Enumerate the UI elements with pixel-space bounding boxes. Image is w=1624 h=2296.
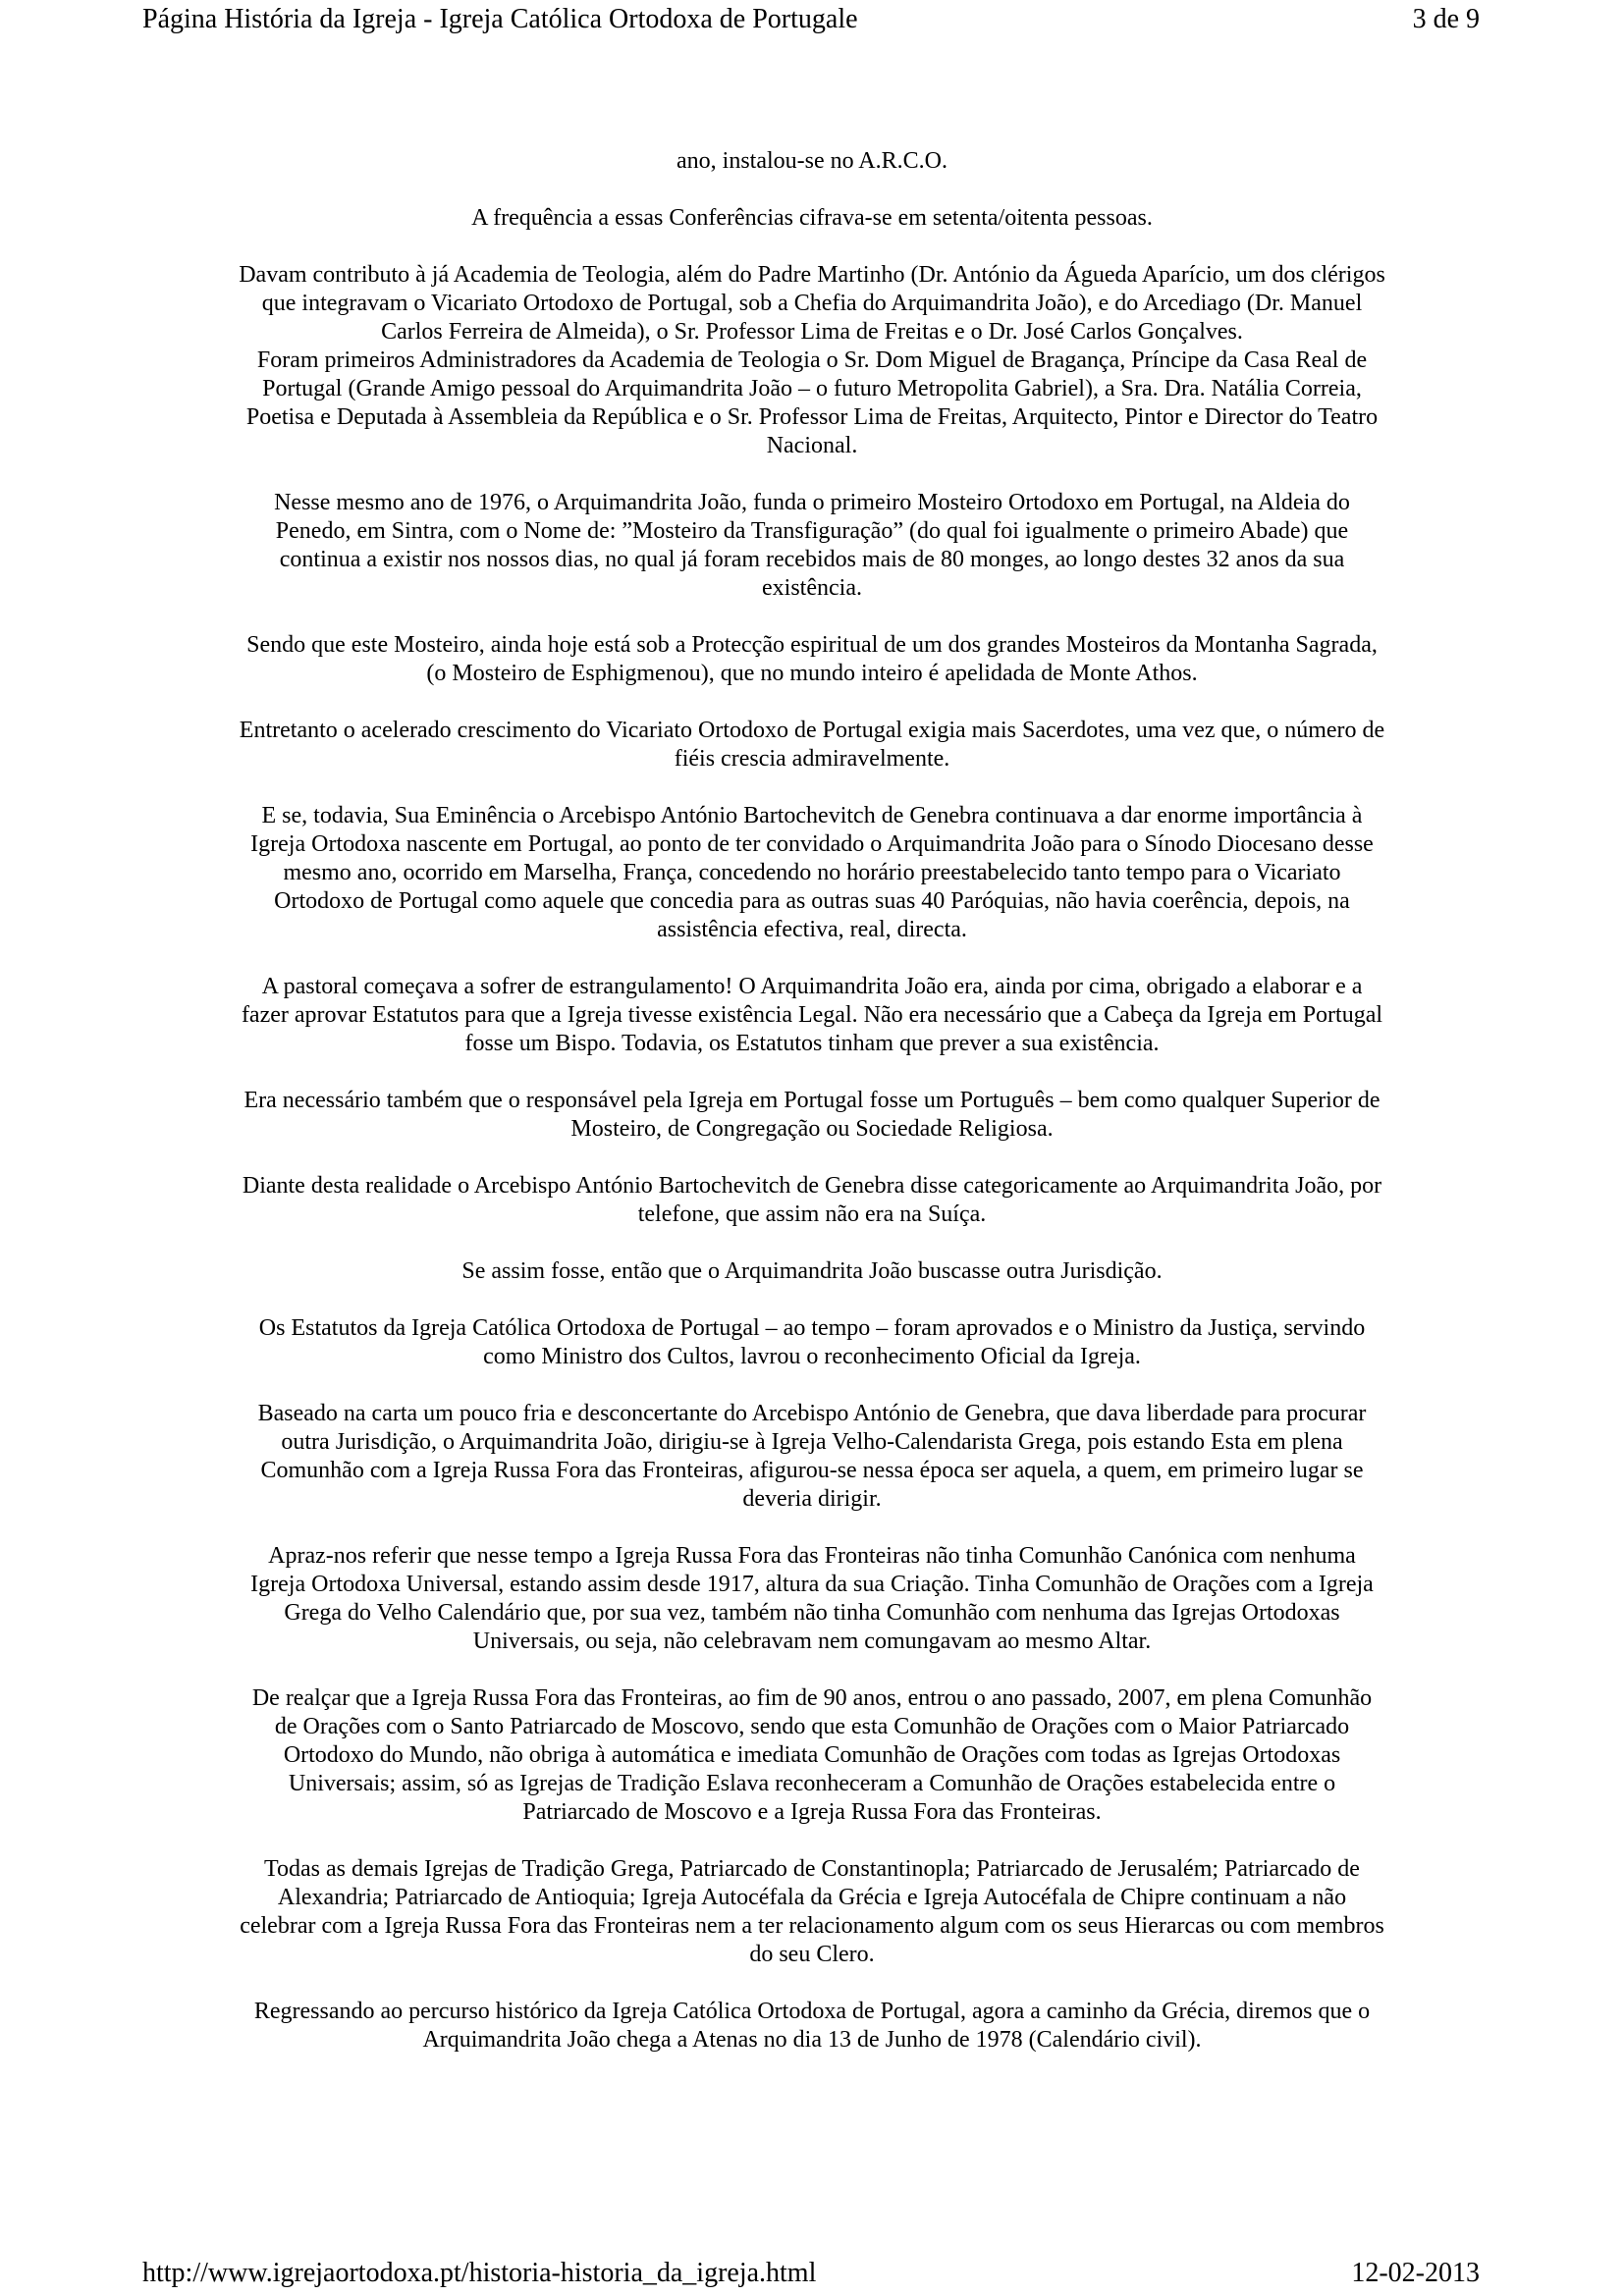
paragraph: Se assim fosse, então que o Arquimandrita João buscasse outra Jurisdição. — [461, 1258, 1163, 1284]
paragraph: Regressando ao percurso histórico da Igreja Católica Ortodoxa de Portugal, agora a caminho da Grécia, diremos que o Arquimandrita João chega a Atenas no dia 13 de Junho de 1978 (Calendário civil). — [253, 1999, 1371, 2053]
content-column — [239, 147, 1385, 2055]
paragraph: Apraz-nos referir que nesse tempo a Igreja Russa Fora das Fronteiras não tinha Comunhão Canónica com nenhuma Igreja Ortodoxa Universal, estando assim desde 1917, altura da sua Criação. Tinha Comunhão de Orações com a Igreja Grega do Velho Calendário que, por sua vez, também não tinha Comunhão com nenhuma das Igrejas Ortodoxas Universais, ou seja, não celebravam nem comungavam ao mesmo Altar. — [250, 1543, 1374, 1654]
paragraph: A frequência a essas Conferências cifrava-se em setenta/oitenta pessoas. — [471, 205, 1153, 231]
paragraph: Os Estatutos da Igreja Católica Ortodoxa de Portugal – ao tempo – foram aprovados e o Ministro da Justiça, servindo como Ministro dos Cultos, lavrou o reconhecimento Oficial da Igreja. — [258, 1315, 1366, 1369]
paragraph: Foram primeiros Administradores da Academia de Teologia o Sr. Dom Miguel de Bragança, Príncipe da Casa Real de Portugal (Grande Amigo pessoal do Arquimandrita João – o futuro Metropolita Gabriel), a Sra. Dra. Natália Correia, Poetisa e Deputada à Assembleia da República e o Sr. Professor Lima de Freitas, Arquitecto, Pintor e Director do Teatro Nacional. — [245, 347, 1379, 458]
paragraph: Entretanto o acelerado crescimento do Vicariato Ortodoxo de Portugal exigia mais Sacerdotes, uma vez que, o número de fiéis crescia admiravelmente. — [239, 718, 1385, 772]
print-header — [142, 4, 1480, 35]
paragraph: Diante desta realidade o Arcebispo António Bartochevitch de Genebra disse categoricamente ao Arquimandrita João, por telefone, que assim não era na Suíça. — [242, 1173, 1382, 1227]
paragraph: Baseado na carta um pouco fria e desconcertante do Arcebispo António de Genebra, que dava liberdade para procurar outra Jurisdição, o Arquimandrita João, dirigiu-se à Igreja Velho-Calendarista Grega, pois estando Esta em plena Comunhão com a Igreja Russa Fora das Fronteiras, afigurou-se nessa época ser aquela, a quem, em primeiro lugar se deveria dirigir. — [257, 1401, 1367, 1512]
header-title: Página História da Igreja - Igreja Católica Ortodoxa de Portugale — [142, 4, 858, 34]
page-body — [0, 147, 1624, 2083]
paragraph: Davam contributo à já Academia de Teologia, além do Padre Martinho (Dr. António da Águeda Aparício, um dos clérigos que integravam o Vicariato Ortodoxo de Portugal, sob a Chefia do Arquimandrita João), e do Arcediago (Dr. Manuel Carlos Ferreira de Almeida), o Sr. Professor Lima de Freitas e o Dr. José Carlos Gonçalves. — [239, 262, 1385, 345]
footer-url: http://www.igrejaortodoxa.pt/historia-historia_da_igreja.html — [142, 2258, 817, 2288]
paragraph: De realçar que a Igreja Russa Fora das Fronteiras, ao fim de 90 anos, entrou o ano passado, 2007, em plena Comunhão de Orações com o Santo Patriarcado de Moscovo, sendo que esta Comunhão de Orações com o Maior Patriarcado Ortodoxo do Mundo, não obriga à automática e imediata Comunhão de Orações com todas as Igrejas Ortodoxas Universais; assim, só as Igrejas de Tradição Eslava reconheceram a Comunhão de Orações estabelecida entre o Patriarcado de Moscovo e a Igreja Russa Fora das Fronteiras. — [251, 1685, 1373, 1825]
paragraph: Nesse mesmo ano de 1976, o Arquimandrita João, funda o primeiro Mosteiro Ortodoxo em Portugal, na Aldeia do Penedo, em Sintra, com o Nome de: ”Mosteiro da Transfiguração” (do qual foi igualmente o primeiro Abade) que continua a existir nos nossos dias, no qual já foram recebidos mais de 80 monges, ao longo destes 32 anos da sua existência. — [274, 490, 1350, 601]
print-footer — [142, 2258, 1480, 2289]
paragraph: E se, todavia, Sua Eminência o Arcebispo António Bartochevitch de Genebra continuava a dar enorme importância à Igreja Ortodoxa nascente em Portugal, ao ponto de ter convidado o Arquimandrita João para o Sínodo Diocesano desse mesmo ano, ocorrido em Marselha, França, concedendo no horário preestabelecido tanto tempo para o Vicariato Ortodoxo de Portugal como aquele que concedia para as outras suas 40 Paróquias, não havia coerência, depois, na assistência efectiva, real, directa. — [250, 803, 1374, 942]
footer-date: 12-02-2013 — [1351, 2258, 1480, 2288]
paragraph: Sendo que este Mosteiro, ainda hoje está sob a Protecção espiritual de um dos grandes Mosteiros da Montanha Sagrada, (o Mosteiro de Esphigmenou), que no mundo inteiro é apelidada de Monte Athos. — [246, 632, 1378, 686]
paragraph: Era necessário também que o responsável pela Igreja em Portugal fosse um Português – bem como qualquer Superior de Mosteiro, de Congregação ou Sociedade Religiosa. — [244, 1088, 1380, 1142]
paragraph: A pastoral começava a sofrer de estrangulamento! O Arquimandrita João era, ainda por cima, obrigado a elaborar e a fazer aprovar Estatutos para que a Igreja tivesse existência Legal. Não era necessário que a Cabeça da Igreja em Portugal fosse um Bispo. Todavia, os Estatutos tinham que prever a sua existência. — [241, 974, 1383, 1056]
paragraph: ano, instalou-se no A.R.C.O. — [677, 148, 947, 174]
page-number: 3 de 9 — [1412, 4, 1480, 34]
paragraph: Todas as demais Igrejas de Tradição Grega, Patriarcado de Constantinopla; Patriarcado de Jerusalém; Patriarcado de Alexandria; Patriarcado de Antioquia; Igreja Autocéfala da Grécia e Igreja Autocéfala de Chipre continuam a não celebrar com a Igreja Russa Fora das Fronteiras nem a ter relacionamento algum com os seus Hierarcas ou com membros do seu Clero. — [240, 1856, 1384, 1967]
